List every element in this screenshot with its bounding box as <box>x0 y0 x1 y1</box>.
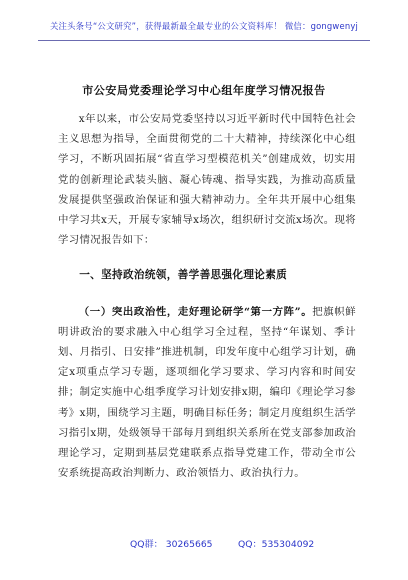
document-title: 市公安局党委理论学习中心组年度学习情况报告 <box>82 84 326 97</box>
footer-qq-contact: QQ：535304092 <box>238 539 315 550</box>
subsection-paragraph <box>58 302 356 484</box>
subsection-body: 把旗帜鲜明讲政治的要求融入中心组学习全过程，坚持“年谋划、季计划、月指引、日安排”推进机制，印发年度中心组学习计划，确定x项重点学习专题，逐项细化学习要求、学习内容和时间安排；制定实施中心组季度学习计划安排x期，编印《理论学习参考》x期，围绕学习主题，明确目标任务；制定月度组织生活学习指引x期，处级领导干部每月到组织关系所在党支部参加政治理论学习，定期到基层党建联系点指导党建工作，带动全市公安系统提高政治判断力、政治领悟力、政治执行力。 <box>58 305 356 480</box>
intro-paragraph: x年以来，市公安局党委坚持以习近平新时代中国特色社会主义思想为指导，全面贯彻党的二十大精神，持续深化中心组学习，不断巩固拓展“省直学习型模范机关”创建成效，切实用党的创新理论武装头脑、凝心铸魂、指导实践，为推动高质量发展提供坚强政治保证和强大精神动力。全年共开展中心组集中学习共x天，开展专家辅导x场次，组织研讨交流x场次。现将学习情况报告如下： <box>58 113 356 247</box>
footer-qq-group: QQ群： 30265665 <box>130 539 213 550</box>
document-body <box>58 109 356 483</box>
header-banner: 关注头条号“公文研究”，获得最新最全最专业的公文资料库！ 微信：gongwenyj <box>49 21 359 31</box>
section-heading: 一、坚持政治统领，善学善思强化理论素质 <box>79 269 288 282</box>
header-divider <box>38 40 370 41</box>
subsection-heading: （一）突出政治性，走好理论研学“第一方阵”。 <box>78 305 313 318</box>
footer <box>0 536 408 552</box>
